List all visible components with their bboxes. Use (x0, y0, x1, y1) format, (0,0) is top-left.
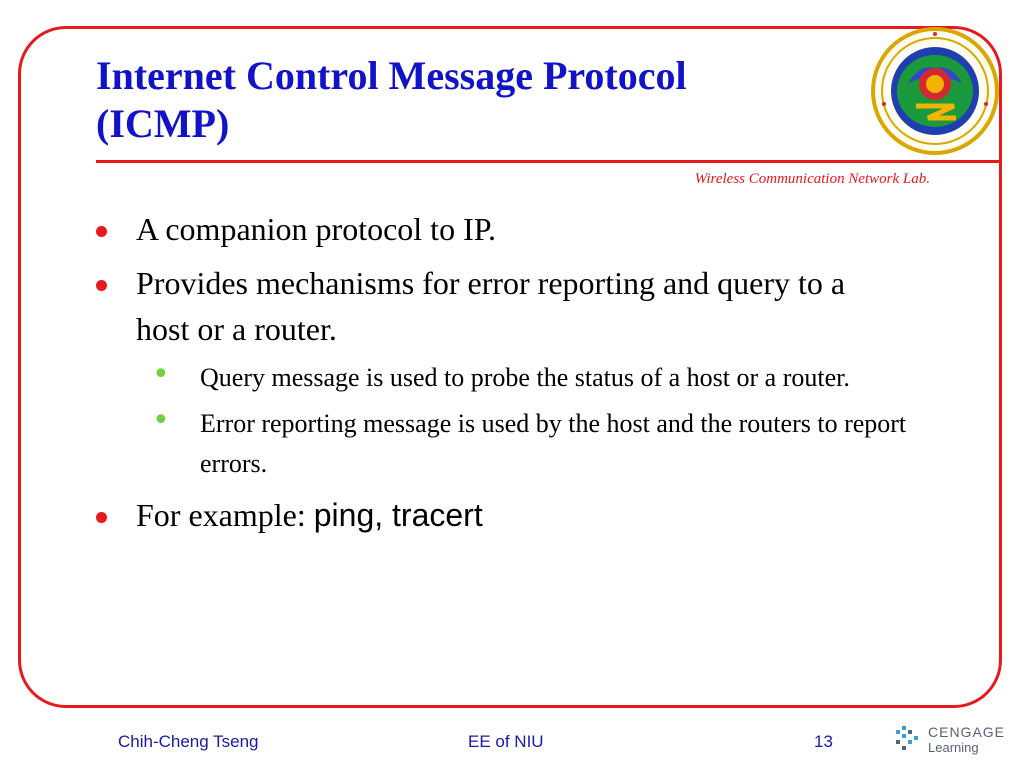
title-line-1: Internet Control Message Protocol (96, 53, 687, 98)
example-label: For example: (136, 497, 314, 533)
bullet-item (96, 206, 956, 252)
bullet-dot-icon (96, 512, 107, 523)
sub-bullet-dot-icon: • (152, 403, 170, 438)
bullet-text: Provides mechanisms for error reporting and query to a host or a router. (136, 265, 846, 347)
example-commands: ping, tracert (313, 497, 483, 533)
slide-body (96, 206, 956, 538)
sub-bullet-item (96, 358, 956, 398)
title-line-2: (ICMP) (96, 101, 230, 146)
footer-author: Chih-Cheng Tseng (118, 732, 259, 751)
bullet-item (96, 260, 956, 352)
bullet-text (96, 492, 956, 538)
slide-title (96, 52, 856, 148)
brand-name: CENGAGE (928, 724, 1006, 740)
bullet-dot-icon (96, 226, 107, 237)
sub-bullet-dot-icon: • (152, 357, 170, 392)
university-seal-icon (868, 24, 1002, 158)
brand-subname: Learning (928, 740, 979, 755)
footer-page-number: 13 (814, 732, 833, 751)
lab-name: Wireless Communication Network Lab. (694, 171, 930, 187)
sub-bullet-text: Query message is used to probe the status of a host or a router. (200, 363, 850, 392)
sub-bullet-text: Error reporting message is used by the host and the routers to report errors. (200, 409, 907, 478)
title-divider (96, 160, 1002, 163)
footer-department: EE of NIU (468, 732, 544, 751)
bullet-text: A companion protocol to IP. (136, 211, 496, 247)
bullet-dot-icon (96, 280, 107, 291)
bullet-item (96, 492, 956, 538)
sub-bullet-item (96, 404, 956, 484)
